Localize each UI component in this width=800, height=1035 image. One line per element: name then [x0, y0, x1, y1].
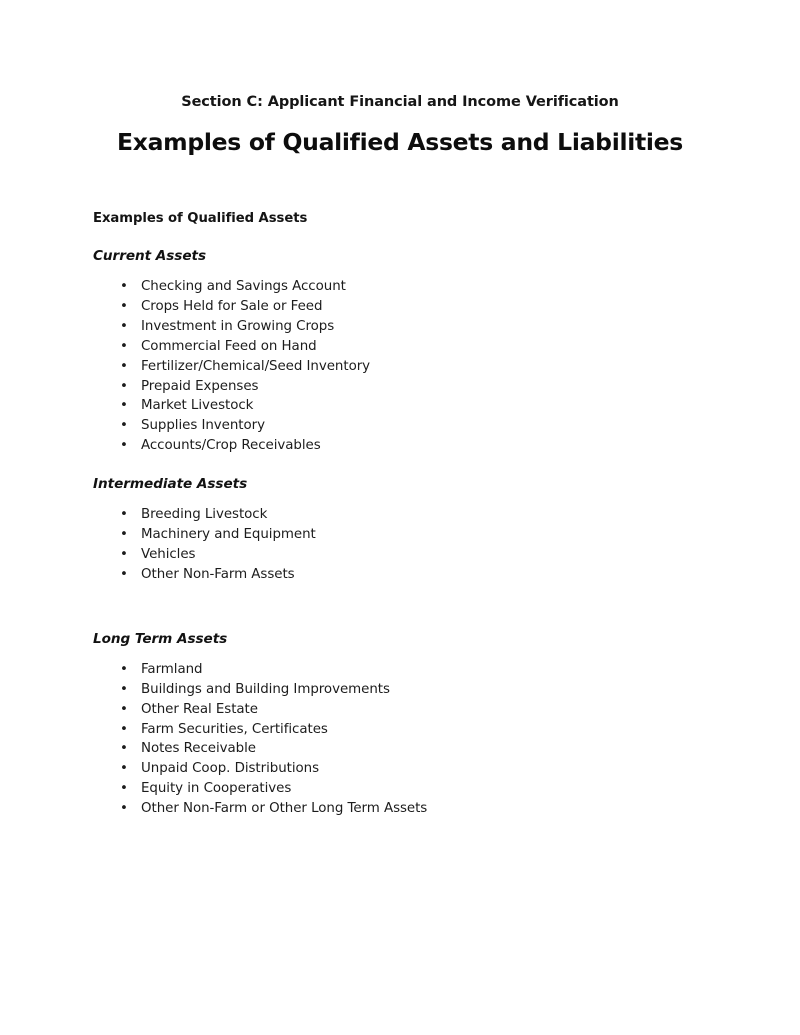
list-item [93, 680, 753, 700]
bullet-icon: • [120, 318, 128, 334]
list-item-label: Other Non-Farm Assets [141, 566, 295, 582]
bullet-icon: • [120, 279, 128, 294]
list-item-label: Farmland [141, 661, 203, 677]
bullet-icon: • [120, 358, 128, 374]
list-item [93, 799, 753, 819]
bullet-icon: • [120, 398, 128, 414]
list-item-label: Fertilizer/Chemical/Seed Inventory [141, 358, 371, 374]
bullet-icon: • [120, 681, 128, 697]
list-item-label: Prepaid Expenses [141, 378, 259, 394]
bullet-icon: • [120, 781, 128, 797]
asset-list-intermediate [93, 505, 753, 585]
list-item [93, 525, 753, 545]
list-item-label: Machinery and Equipment [141, 527, 316, 543]
list-item [93, 416, 753, 436]
asset-group-long-term [93, 630, 753, 819]
document-header [0, 92, 800, 157]
page-title: Examples of Qualified Assets and Liabilities [117, 128, 683, 156]
list-item [93, 720, 753, 740]
list-item [93, 739, 753, 759]
list-item [93, 277, 753, 297]
list-item [93, 779, 753, 799]
bullet-icon: • [120, 438, 128, 454]
list-item-label: Crops Held for Sale or Feed [141, 298, 323, 314]
section-subtitle: Section C: Applicant Financial and Income Verification [181, 94, 619, 110]
list-item [93, 337, 753, 357]
list-item-label: Market Livestock [141, 398, 254, 414]
list-item-label: Notes Receivable [141, 741, 256, 757]
list-item-label: Accounts/Crop Receivables [141, 438, 321, 454]
list-item [93, 297, 753, 317]
list-item [93, 377, 753, 397]
list-item [93, 660, 753, 680]
bullet-icon: • [120, 701, 128, 717]
list-item-label: Commercial Feed on Hand [141, 338, 317, 354]
list-item [93, 396, 753, 416]
list-item [93, 317, 753, 337]
bullet-icon: • [120, 378, 128, 394]
list-item-label: Checking and Savings Account [141, 279, 346, 294]
group-heading-current-assets: Current Assets [93, 248, 207, 264]
asset-list-current [93, 277, 753, 456]
list-item [93, 565, 753, 585]
bullet-icon: • [120, 298, 128, 314]
list-item-label: Other Real Estate [141, 701, 258, 717]
list-item-label: Supplies Inventory [141, 418, 265, 434]
bullet-icon: • [120, 338, 128, 354]
list-item [93, 505, 753, 525]
assets-block-heading: Examples of Qualified Assets [93, 211, 308, 226]
bullet-icon: • [120, 507, 128, 523]
bullet-icon: • [120, 721, 128, 737]
list-item [93, 759, 753, 779]
bullet-icon: • [120, 566, 128, 582]
list-item-label: Investment in Growing Crops [141, 318, 335, 334]
asset-list-long-term [93, 660, 753, 819]
list-item-label: Breeding Livestock [141, 507, 268, 523]
list-item-label: Equity in Cooperatives [141, 781, 292, 797]
list-item [93, 545, 753, 565]
list-item-label: Farm Securities, Certificates [141, 721, 328, 737]
list-item [93, 357, 753, 377]
list-item-label: Buildings and Building Improvements [141, 681, 390, 697]
bullet-icon: • [120, 661, 128, 677]
asset-group-current [93, 247, 753, 456]
list-item [93, 700, 753, 720]
document-body [93, 210, 753, 819]
asset-group-intermediate [93, 475, 753, 585]
list-item-label: Vehicles [141, 546, 196, 562]
bullet-icon: • [120, 527, 128, 543]
list-item [93, 436, 753, 456]
bullet-icon: • [120, 801, 128, 817]
bullet-icon: • [120, 546, 128, 562]
bullet-icon: • [120, 741, 128, 757]
list-item-label: Unpaid Coop. Distributions [141, 761, 320, 777]
bullet-icon: • [120, 418, 128, 434]
bullet-icon: • [120, 761, 128, 777]
group-heading-intermediate-assets: Intermediate Assets [93, 476, 248, 493]
group-heading-long-term-assets: Long Term Assets [93, 630, 228, 647]
list-item-label: Other Non-Farm or Other Long Term Assets [141, 801, 428, 817]
